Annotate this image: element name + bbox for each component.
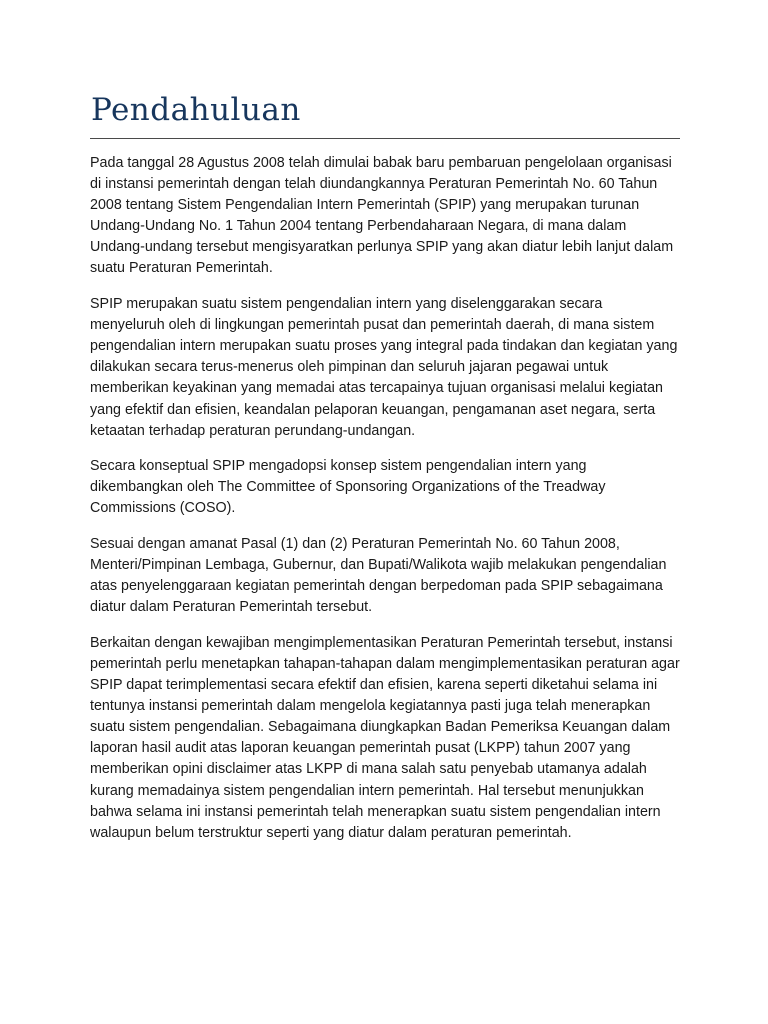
paragraph-5: Berkaitan dengan kewajiban mengimplementasikan Peraturan Pemerintah tersebut, instansi pemerintah perlu menetapkan tahapan-tahapan dalam mengimplementasikan peraturan agar SPIP dapat terimplementasi secara efektif dan efisien, karena seperti diketahui selama ini tentunya instansi pemerintah dalam mengelola kegiatannya pasti juga telah menerapkan suatu sistem pengendalian. Sebagaimana diungkapkan Badan Pemeriksa Keuangan dalam laporan hasil audit atas laporan keuangan pemerintah pusat (LKPP) tahun 2007 yang memberikan opini disclaimer atas LKPP di mana salah satu penyebab utamanya adalah kurang memadainya sistem pengendalian intern pemerintah. Hal tersebut menunjukkan bahwa selama ini instansi pemerintah telah menerapkan suatu sistem pengendalian intern walaupun belum terstruktur seperti yang diatur dalam peraturan pemerintah. xyxy=(90,634,680,841)
document-page xyxy=(90,88,680,858)
paragraph-1: Pada tanggal 28 Agustus 2008 telah dimulai babak baru pembaruan pengelolaan organisasi di instansi pemerintah dengan telah diundangkannya Peraturan Pemerintah No. 60 Tahun 2008 tentang Sistem Pengendalian Intern Pemerintah (SPIP) yang merupakan turunan Undang-Undang No. 1 Tahun 2004 tentang Perbendaharaan Negara, di mana dalam Undang-undang tersebut mengisyaratkan perlunya SPIP yang akan diatur lebih lanjut dalam suatu Peraturan Pemerintah. xyxy=(90,155,674,277)
title-divider xyxy=(90,138,680,139)
paragraph-3: Secara konseptual SPIP mengadopsi konsep sistem pengendalian intern yang dikembangkan oleh The Committee of Sponsoring Organizations of the Treadway Commissions (COSO). xyxy=(90,458,606,517)
paragraph-4: Sesuai dengan amanat Pasal (1) dan (2) Peraturan Pemerintah No. 60 Tahun 2008, Menteri/Pimpinan Lembaga, Gubernur, dan Bupati/Walikota wajib melakukan pengendalian atas penyelenggaraan kegiatan pemerintah dengan berpedoman pada SPIP sebagaimana diatur dalam Peraturan Pemerintah tersebut. xyxy=(90,536,667,616)
page-title: Pendahuluan xyxy=(91,92,301,128)
paragraph-2: SPIP merupakan suatu sistem pengendalian intern yang diselenggarakan secara menyeluruh oleh di lingkungan pemerintah pusat dan pemerintah daerah, di mana sistem pengendalian intern merupakan suatu proses yang integral pada tindakan dan kegiatan yang dilakukan secara terus-menerus oleh pimpinan dan seluruh jajaran pegawai untuk memberikan keyakinan yang memadai atas tercapainya tujuan organisasi melalui kegiatan yang efektif dan efisien, keandalan pelaporan keuangan, pengamanan aset negara, serta ketaatan terhadap peraturan perundang-undangan. xyxy=(90,296,678,439)
